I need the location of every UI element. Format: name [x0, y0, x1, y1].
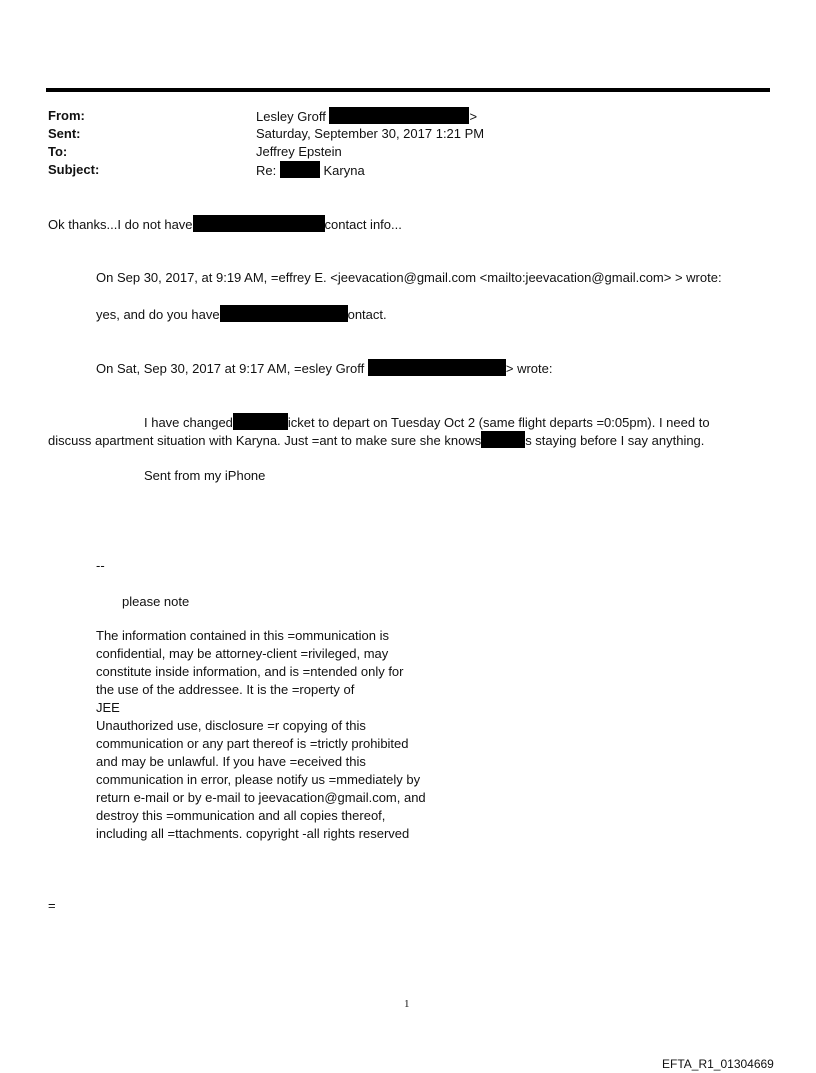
quote2-header [96, 359, 552, 378]
subject-prefix: Re: [256, 163, 277, 178]
sent-label: Sent: [48, 126, 81, 141]
subject-suffix: Karyna [323, 163, 365, 178]
redaction-box [481, 431, 525, 448]
quote2-text-start: On Sat, Sep 30, 2017 at 9:17 AM, =esley Groff [96, 361, 365, 376]
reply-text-start: Ok thanks...I do not have [48, 217, 193, 232]
quote2-text-end: > wrote: [505, 361, 553, 376]
quote1-text-start: yes, and do you have [96, 307, 220, 322]
paragraph-line-2 [48, 431, 704, 450]
reply-line [48, 215, 402, 234]
header-rule [46, 88, 770, 92]
disclaimer-line: the use of the addressee. It is the =roperty of [96, 682, 355, 697]
redaction-box [329, 107, 469, 124]
reply-text-end: contact info... [324, 217, 402, 232]
disclaimer-line: communication or any part thereof is =trictly prohibited [96, 736, 409, 751]
bates-number: EFTA_R1_01304669 [662, 1057, 774, 1071]
redaction-box [280, 161, 320, 178]
from-label: From: [48, 108, 85, 123]
disclaimer-line: destroy this =ommunication and all copies thereof, [96, 808, 386, 823]
redaction-box [193, 215, 325, 232]
paragraph-text-start: discuss apartment situation with Karyna. Just =ant to make sure she knows [48, 433, 482, 448]
signature-dashes: -- [96, 558, 105, 573]
page-number: 1 [404, 998, 410, 1010]
trailing-equals: = [48, 898, 56, 913]
from-name: Lesley Groff [256, 109, 326, 124]
disclaimer-line: including all =ttachments. copyright -all rights reserved [96, 826, 410, 841]
disclaimer-line: The information contained in this =ommunication is [96, 628, 390, 643]
disclaimer-line: confidential, may be attorney-client =rivileged, may [96, 646, 389, 661]
sent-from-line: Sent from my iPhone [144, 468, 266, 483]
disclaimer-block [96, 627, 476, 843]
from-value [256, 107, 477, 126]
disclaimer-line: JEE [96, 700, 120, 715]
quote1-text-end: ontact. [347, 307, 387, 322]
redaction-box [368, 359, 506, 376]
disclaimer-line: and may be unlawful. If you have =eceived this [96, 754, 366, 769]
disclaimer-line: return e-mail or by e-mail to jeevacation@gmail.com, and [96, 790, 426, 805]
disclaimer-line: communication in error, please notify us =mmediately by [96, 772, 421, 787]
sent-value: Saturday, September 30, 2017 1:21 PM [256, 126, 485, 141]
paragraph-text-end: icket to depart on Tuesday Oct 2 (same flight departs =0:05pm). I need to [287, 415, 710, 430]
disclaimer-line: constitute inside information, and is =ntended only for [96, 664, 404, 679]
subject-label: Subject: [48, 162, 100, 177]
quote1-header: On Sep 30, 2017, at 9:19 AM, =effrey E. <jeevacation@gmail.com <mailto:jeevacation@gmail.com> > wrote: [96, 270, 722, 285]
redaction-box [220, 305, 348, 322]
paragraph-text-end: s staying before I say anything. [525, 433, 705, 448]
paragraph-text-start: I have changed [144, 415, 233, 430]
to-label: To: [48, 144, 68, 159]
subject-value [256, 161, 365, 180]
disclaimer-line: Unauthorized use, disclosure =r copying of this [96, 718, 366, 733]
please-note: please note [122, 594, 190, 609]
redaction-box [233, 413, 288, 430]
paragraph-line-1 [144, 413, 710, 432]
to-value: Jeffrey Epstein [256, 144, 342, 159]
from-trailing: > [469, 109, 478, 124]
quote1-body [96, 305, 387, 324]
